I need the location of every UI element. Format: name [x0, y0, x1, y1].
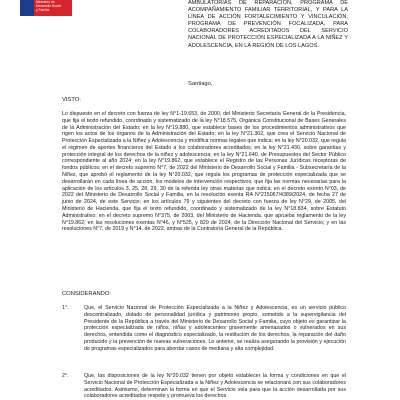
considerando-item [62, 373, 346, 400]
visto-heading: VISTO: [62, 97, 81, 103]
logo-text: Ministerio de Desarrollo Social y Familia [36, 0, 61, 12]
considerando-heading: CONSIDERANDO: [62, 291, 111, 297]
resolution-title: AMBULATORIAS DE REPARACIÓN, PROGRAMA DE ACOMPAÑAMIENTO FAMILIAR TERRITORIAL, Y PARA LA LÍNEA DE ACCIÓN FORTALECIMIENTO Y VINCULACIÓN, PROGRAMA DE PREVENCIÓN FOCALIZADA, PARA COLABORADORES ACREDITADOS DEL SERVICIO NACIONAL DE PROTECCIÓN ESPECIALIZADA A LA NIÑEZ Y ADOLESCENCIA, EN LA REGIÓN DE LOS LAGOS. [188, 0, 348, 49]
ministry-logo [20, 0, 72, 24]
item-text: Que, las disposiciones de la ley N°20.032 tienen por objeto establecer la forma y condiciones en que el Servicio Nacional de Protección Especializada a la Niñez y Adolescencia se relacionará con sus colaboradores acreditados. Asimismo, determinan la forma en que el Servicio vela para que la acción desarrollada por sus colaboradores acreditados respete y promueva los derechos [84, 373, 346, 400]
considerando-item [62, 305, 346, 352]
item-number: 2°. [62, 373, 69, 379]
visto-paragraph: Lo dispuesto en el decreto con fuerza de ley N°1-19.653, de 2000, del Ministerio Secretaría General de la Presidencia, que fija el texto refundido, coordinado y sistematizado de la ley N°18.575, Orgánica Constitucional de Bases Generales de la Administración del Estado; en la ley N°19.880, que establece bases de los procedimientos administrativos que rigen los actos de los órganos de la Administración del Estado; en la ley N°21.302, que crea el Servicio Nacional de Protección Especializada a la Niñez y Adolescencia y modifica normas legales que indica; en la ley N°20.032, que regula el régimen de aportes financieros del Estado a los colaboradores acreditados; en la ley N°21.430, sobre garantías y protección integral de los derechos de la niñez y adolescencia; en la ley N°21.640, de Presupuestos del Sector Público correspondiente al año 2024; en la ley N°19.862, que establece el Registro de las Personas Jurídicas receptoras de fondos públicos; en el decreto supremo N°7, de 2022 del Ministerio de Desarrollo Social y Familia - Subsecretaría de la Niñez, que aprobó el reglamento de la ley N°20.032, que regula los programas de protección especializada que se desarrollarán en cada línea de acción, los modelos de intervención respectivos, que fija las normas necesarias para la aplicación de los artículos 3, 25, 28, 29, 30 de la referida ley otras materias que indica; en el decreto exento N°03, de 2022 del Ministerio de Desarrollo Social y Familia, en la resolución exenta RA N°215067/4389/2024, de fecha 27 de junio de 2024, de este Servicio; en los artículos 79 y siguientes del decreto con fuerza de ley N°29, de 2005, del Ministerio de Hacienda, que fija el texto refundido, coordinado y sistematizado de la ley N°18.834, sobre Estatuto Administrativo; en el decreto supremo N°375, de 2003, del Ministerio de Hacienda, que aprueba reglamento de la ley N°19.862; en las resoluciones exentas N°46, y N°525, y 829 de 2024, de la Dirección Nacional del Servicio; y en las resoluciones N°7, de 2019 y N°14, de 2022, ambas de la Contraloría General de la República. [62, 111, 346, 233]
item-number: 1°. [62, 305, 69, 311]
logo-blue-block [20, 0, 34, 16]
date-line: Santiago, [188, 81, 213, 87]
item-text: Que, el Servicio Nacional de Protección Especializada a la Niñez y Adolescencia, es un servicio público descentralizado, dotado de personalidad jurídica y patrimonio propio, sometido a la supervigilancia del Presidente de la República a través del Ministerio de Desarrollo Social y Familia, cuyo objeto es garantizar la protección especializada de niños, niñas y adolescentes gravemente amenazados o vulnerados en sus derechos, entendida como el diagnóstico especializado, la restitución de los derechos, la reparación del daño producido y la prevención de nuevas vulneraciones. Lo anterior, se realiza asegurando la provisión y ejecución de programas especializados para abordar casos de mediana y alta complejidad. [84, 305, 346, 352]
